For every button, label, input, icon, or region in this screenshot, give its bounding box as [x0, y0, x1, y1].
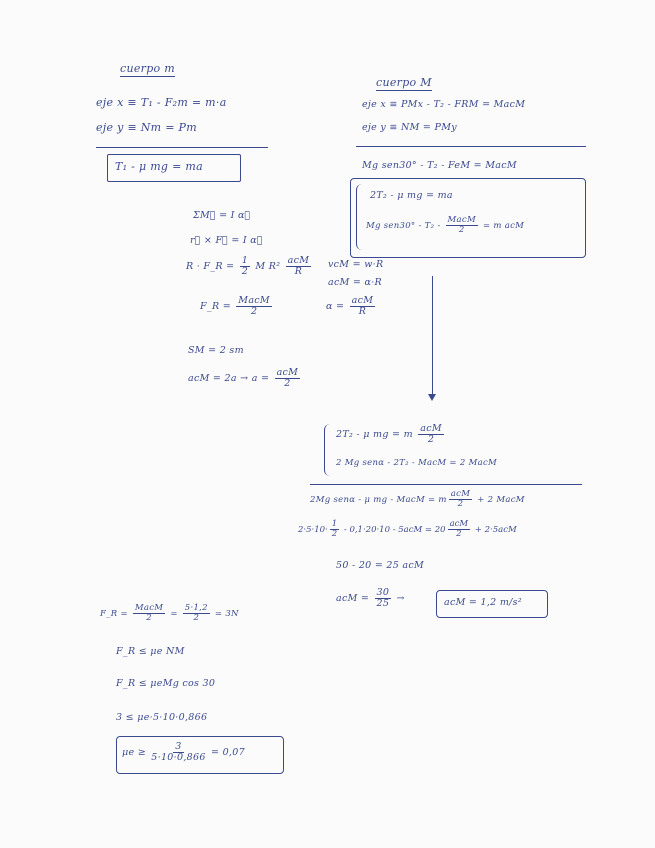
system2-brace — [324, 424, 331, 476]
arrow-line — [432, 276, 433, 396]
system-brace — [356, 184, 363, 250]
result-eq4: acM = $\frac{30}{25}$ → — [336, 587, 405, 609]
displacement-relation: SM = 2 sm — [188, 345, 244, 356]
eq-left-y: eje y ≡ Nm = Pm — [96, 121, 197, 134]
result-eq2: 2·5·10· $\frac{1}{2}$ - 0,1·20·10 - 5acM = 20 $\frac{\text{acM}}{2}$ + 2·5acM — [298, 519, 517, 539]
inequality-3: 3 ≤ μe·5·10·0,866 — [116, 712, 208, 723]
boxed-equation-left-text: T₁ - μ mg = ma — [115, 160, 203, 173]
eq-right-y: eje y ≡ NM = PMy — [362, 122, 457, 133]
torque-cross: r⃗ × F⃗ = I α⃗ — [190, 235, 263, 246]
acceleration-relation: acM = 2a → a = $\frac{\text{acM}}{2}$ — [188, 367, 299, 389]
torque-sum: ΣM⃗ = I α⃗ — [193, 210, 251, 221]
inequality-2: F_R ≤ μeMg cos 30 — [116, 678, 216, 689]
system-eq1: 2T₂ - μ mg = ma — [370, 190, 453, 201]
friction-value: F_R = $\frac{\text{MacM}}{2}$ = $\frac{5\cdot 1,2}{2}$ = 3N — [100, 603, 239, 623]
inequality-1: F_R ≤ μe NM — [116, 646, 185, 657]
final-acceleration: acM = 1,2 m/s² — [444, 597, 522, 608]
acm-relation: acM = α·R — [328, 277, 382, 288]
divider-sum — [310, 484, 582, 485]
result-eq3: 50 - 20 = 25 acM — [336, 560, 425, 571]
friction-left: F_R = $\frac{\text{MacM}}{2}$ — [200, 295, 270, 317]
divider-right — [356, 146, 586, 147]
eq-left-x: eje x ≡ T₁ - F₂m = m·a — [96, 96, 227, 109]
system-eq2: Mg sen30° - T₂ - $\frac{\text{MacM}}{2}$ = m acM — [366, 215, 525, 235]
result-eq1: 2Mg senα - μ mg - MacM = m $\frac{\text{acM}}{2}$ + 2 MacM — [310, 489, 525, 509]
eq-right-sum: Mg sen30° - T₂ - FeM = MacM — [362, 160, 517, 171]
eq-right-x: eje x ≡ PMx - T₂ - FRM = MacM — [362, 99, 526, 110]
alpha-relation: α = $\frac{\text{acM}}{R}$ — [326, 295, 374, 317]
heading-cuerpo-M: cuerpo M — [376, 76, 432, 89]
system2-eq1: 2T₂ - μ mg = m $\frac{\text{acM}}{2}$ — [336, 423, 442, 445]
arrow-down-icon — [428, 394, 436, 401]
final-mu: μe ≥ $\frac{3}{5\cdot 10\cdot 0,866}$ = 0,07 — [122, 741, 245, 763]
system2-eq2: 2 Mg senα - 2T₂ - MacM = 2 MacM — [336, 458, 498, 468]
divider-left — [96, 147, 268, 148]
vcm-relation: vcM = w·R — [328, 259, 384, 270]
torque-inertia: R · F_R = $\frac{1}{2}$ M R² $\frac{\text{acM}}{R}$ — [186, 255, 310, 277]
heading-cuerpo-m: cuerpo m — [120, 62, 176, 75]
